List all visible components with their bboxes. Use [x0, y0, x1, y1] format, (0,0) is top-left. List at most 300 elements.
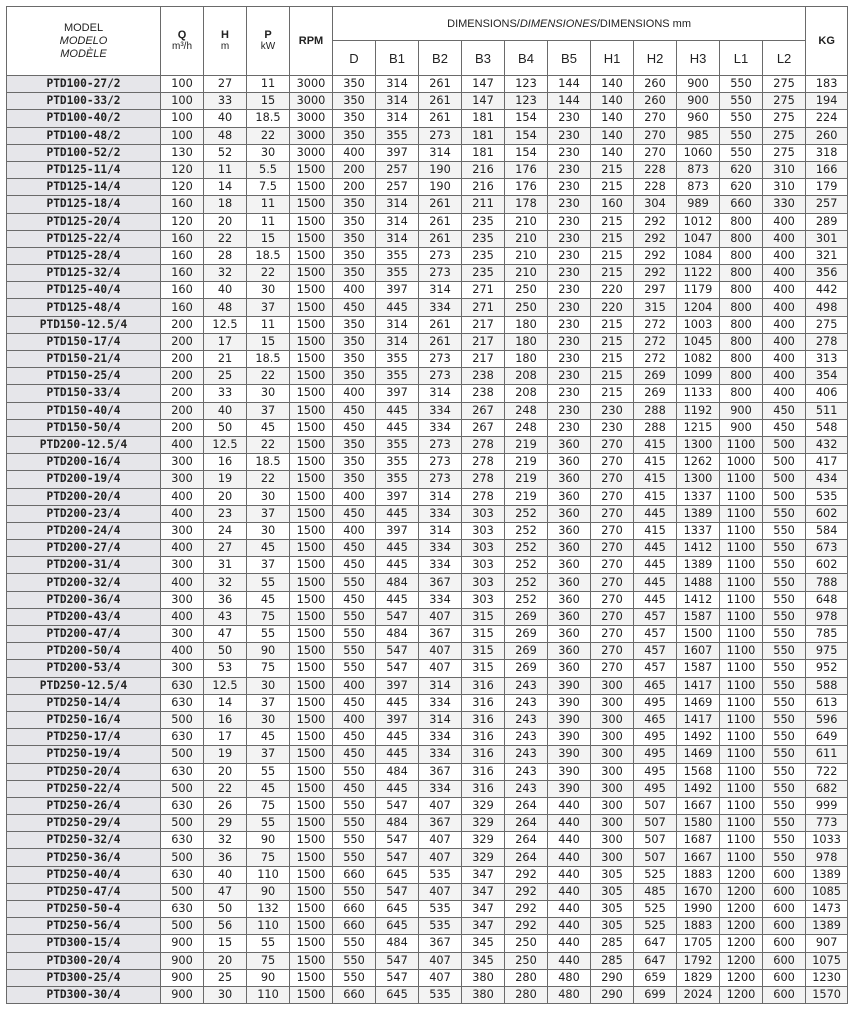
rpm-cell: 1500 [290, 711, 333, 728]
b1-cell: 547 [376, 832, 419, 849]
rpm-cell: 1500 [290, 969, 333, 986]
flow-cell: 630 [161, 763, 204, 780]
b5-cell: 360 [548, 557, 591, 574]
d-cell: 350 [333, 436, 376, 453]
b4-cell: 280 [505, 986, 548, 1003]
power-cell: 75 [247, 660, 290, 677]
b1-cell: 355 [376, 368, 419, 385]
model-header-fr: MODÈLE [60, 47, 107, 60]
h1-cell: 270 [591, 591, 634, 608]
flow-header-label: Q [177, 29, 187, 41]
weight-cell: 588 [806, 677, 848, 694]
rpm-cell: 1500 [290, 866, 333, 883]
d-cell: 350 [333, 110, 376, 127]
rpm-cell: 1500 [290, 196, 333, 213]
power-cell: 90 [247, 969, 290, 986]
head-cell: 56 [204, 918, 247, 935]
l2-cell: 550 [763, 557, 806, 574]
h1-cell: 215 [591, 230, 634, 247]
rpm-cell: 1500 [290, 454, 333, 471]
weight-cell: 511 [806, 402, 848, 419]
h2-cell: 228 [634, 161, 677, 178]
b5-cell: 440 [548, 797, 591, 814]
power-column-header [247, 7, 290, 76]
weight-cell: 648 [806, 591, 848, 608]
power-cell: 110 [247, 986, 290, 1003]
h3-cell: 1412 [677, 591, 720, 608]
b5-cell: 230 [548, 299, 591, 316]
l2-cell: 550 [763, 711, 806, 728]
rpm-cell: 1500 [290, 368, 333, 385]
b1-cell: 445 [376, 557, 419, 574]
power-cell: 30 [247, 522, 290, 539]
b4-cell: 292 [505, 918, 548, 935]
h1-cell: 140 [591, 110, 634, 127]
head-cell: 19 [204, 746, 247, 763]
flow-cell: 200 [161, 351, 204, 368]
l2-cell: 600 [763, 986, 806, 1003]
weight-cell: 301 [806, 230, 848, 247]
flow-cell: 160 [161, 265, 204, 282]
b5-cell: 360 [548, 454, 591, 471]
h3-cell: 960 [677, 110, 720, 127]
b5-cell: 230 [548, 247, 591, 264]
h1-cell: 270 [591, 436, 634, 453]
h1-cell: 270 [591, 608, 634, 625]
flow-cell: 500 [161, 815, 204, 832]
b2-cell: 273 [419, 127, 462, 144]
d-cell: 350 [333, 230, 376, 247]
b3-cell: 315 [462, 626, 505, 643]
h3-cell: 2024 [677, 986, 720, 1003]
dim-header-d: D [333, 41, 376, 76]
d-cell: 450 [333, 780, 376, 797]
model-cell: PTD200-23/4 [7, 505, 161, 522]
l1-cell: 800 [720, 385, 763, 402]
h1-cell: 300 [591, 677, 634, 694]
l2-cell: 600 [763, 901, 806, 918]
b1-cell: 257 [376, 179, 419, 196]
model-cell: PTD150-21/4 [7, 351, 161, 368]
rpm-cell: 1500 [290, 677, 333, 694]
b5-cell: 440 [548, 952, 591, 969]
b2-cell: 334 [419, 591, 462, 608]
b2-cell: 535 [419, 901, 462, 918]
l2-cell: 550 [763, 849, 806, 866]
h1-cell: 140 [591, 76, 634, 93]
b3-cell: 329 [462, 832, 505, 849]
h2-cell: 292 [634, 230, 677, 247]
h2-cell: 647 [634, 952, 677, 969]
l1-cell: 1000 [720, 454, 763, 471]
h2-cell: 260 [634, 93, 677, 110]
rpm-cell: 1500 [290, 694, 333, 711]
l2-cell: 400 [763, 282, 806, 299]
model-cell: PTD250-26/4 [7, 797, 161, 814]
table-row [7, 93, 848, 110]
b3-cell: 278 [462, 471, 505, 488]
weight-cell: 1085 [806, 883, 848, 900]
table-row [7, 161, 848, 178]
b4-cell: 210 [505, 213, 548, 230]
h3-cell: 1300 [677, 471, 720, 488]
h2-cell: 415 [634, 522, 677, 539]
b3-cell: 181 [462, 127, 505, 144]
h2-cell: 260 [634, 76, 677, 93]
model-cell: PTD150-17/4 [7, 333, 161, 350]
l1-cell: 1100 [720, 780, 763, 797]
h2-cell: 507 [634, 849, 677, 866]
h3-cell: 1060 [677, 144, 720, 161]
b1-cell: 484 [376, 815, 419, 832]
l2-cell: 600 [763, 935, 806, 952]
model-cell: PTD125-28/4 [7, 247, 161, 264]
b5-cell: 390 [548, 763, 591, 780]
l2-cell: 550 [763, 729, 806, 746]
l2-cell: 500 [763, 488, 806, 505]
h3-cell: 1883 [677, 918, 720, 935]
flow-cell: 200 [161, 402, 204, 419]
b4-cell: 248 [505, 402, 548, 419]
model-cell: PTD300-15/4 [7, 935, 161, 952]
h1-cell: 215 [591, 351, 634, 368]
table-row [7, 488, 848, 505]
weight-cell: 275 [806, 316, 848, 333]
flow-cell: 200 [161, 419, 204, 436]
power-cell: 55 [247, 626, 290, 643]
power-cell: 75 [247, 608, 290, 625]
d-cell: 550 [333, 660, 376, 677]
b3-cell: 303 [462, 574, 505, 591]
power-cell: 45 [247, 729, 290, 746]
b1-cell: 397 [376, 385, 419, 402]
b4-cell: 269 [505, 626, 548, 643]
h3-cell: 1587 [677, 660, 720, 677]
l2-cell: 400 [763, 385, 806, 402]
b5-cell: 390 [548, 694, 591, 711]
d-cell: 550 [333, 969, 376, 986]
b3-cell: 316 [462, 694, 505, 711]
d-cell: 350 [333, 454, 376, 471]
table-row [7, 591, 848, 608]
l2-cell: 400 [763, 213, 806, 230]
b3-cell: 303 [462, 505, 505, 522]
b3-cell: 316 [462, 763, 505, 780]
h1-cell: 230 [591, 402, 634, 419]
flow-cell: 630 [161, 694, 204, 711]
model-cell: PTD125-48/4 [7, 299, 161, 316]
head-cell: 32 [204, 265, 247, 282]
d-cell: 350 [333, 196, 376, 213]
b2-cell: 273 [419, 471, 462, 488]
table-row [7, 711, 848, 728]
b5-cell: 230 [548, 265, 591, 282]
h1-cell: 300 [591, 746, 634, 763]
h3-cell: 985 [677, 127, 720, 144]
weight-cell: 596 [806, 711, 848, 728]
b5-cell: 360 [548, 471, 591, 488]
power-cell: 11 [247, 316, 290, 333]
power-cell: 55 [247, 574, 290, 591]
model-cell: PTD250-47/4 [7, 883, 161, 900]
head-cell: 36 [204, 849, 247, 866]
rpm-cell: 1500 [290, 385, 333, 402]
dim-header-b3: B3 [462, 41, 505, 76]
d-cell: 350 [333, 213, 376, 230]
model-cell: PTD200-47/4 [7, 626, 161, 643]
d-cell: 400 [333, 522, 376, 539]
flow-cell: 400 [161, 540, 204, 557]
rpm-cell: 1500 [290, 626, 333, 643]
l1-cell: 620 [720, 161, 763, 178]
d-cell: 400 [333, 144, 376, 161]
h3-cell: 1587 [677, 608, 720, 625]
table-row [7, 797, 848, 814]
h1-cell: 270 [591, 540, 634, 557]
h2-cell: 272 [634, 316, 677, 333]
head-cell: 20 [204, 213, 247, 230]
b3-cell: 267 [462, 419, 505, 436]
d-cell: 450 [333, 729, 376, 746]
model-cell: PTD200-19/4 [7, 471, 161, 488]
l1-cell: 550 [720, 110, 763, 127]
b4-cell: 250 [505, 935, 548, 952]
b2-cell: 334 [419, 780, 462, 797]
h1-cell: 215 [591, 161, 634, 178]
l1-cell: 550 [720, 144, 763, 161]
weight-cell: 278 [806, 333, 848, 350]
h2-cell: 457 [634, 660, 677, 677]
l1-cell: 800 [720, 247, 763, 264]
b3-cell: 303 [462, 540, 505, 557]
l1-cell: 800 [720, 351, 763, 368]
h1-cell: 285 [591, 952, 634, 969]
b2-cell: 367 [419, 935, 462, 952]
model-cell: PTD200-36/4 [7, 591, 161, 608]
d-cell: 350 [333, 265, 376, 282]
b4-cell: 252 [505, 574, 548, 591]
b1-cell: 484 [376, 626, 419, 643]
b2-cell: 407 [419, 643, 462, 660]
h2-cell: 507 [634, 797, 677, 814]
rpm-cell: 1500 [290, 608, 333, 625]
h1-cell: 270 [591, 488, 634, 505]
power-cell: 22 [247, 436, 290, 453]
l1-cell: 1100 [720, 505, 763, 522]
h2-cell: 315 [634, 299, 677, 316]
model-cell: PTD125-18/4 [7, 196, 161, 213]
table-row [7, 213, 848, 230]
head-cell: 12.5 [204, 436, 247, 453]
table-row [7, 660, 848, 677]
table-row [7, 265, 848, 282]
l1-cell: 1100 [720, 540, 763, 557]
flow-cell: 630 [161, 729, 204, 746]
model-cell: PTD250-40/4 [7, 866, 161, 883]
flow-cell: 900 [161, 986, 204, 1003]
h3-cell: 1412 [677, 540, 720, 557]
b1-cell: 445 [376, 402, 419, 419]
weight-cell: 978 [806, 608, 848, 625]
flow-cell: 100 [161, 93, 204, 110]
b3-cell: 271 [462, 299, 505, 316]
l2-cell: 550 [763, 746, 806, 763]
head-cell: 27 [204, 76, 247, 93]
table-row [7, 76, 848, 93]
b4-cell: 250 [505, 282, 548, 299]
l2-cell: 550 [763, 694, 806, 711]
b2-cell: 273 [419, 351, 462, 368]
flow-cell: 160 [161, 247, 204, 264]
weight-cell: 224 [806, 110, 848, 127]
b4-cell: 210 [505, 265, 548, 282]
b5-cell: 480 [548, 969, 591, 986]
b2-cell: 407 [419, 832, 462, 849]
power-cell: 22 [247, 265, 290, 282]
power-cell: 7.5 [247, 179, 290, 196]
b5-cell: 230 [548, 419, 591, 436]
flow-cell: 630 [161, 901, 204, 918]
flow-cell: 300 [161, 660, 204, 677]
table-row [7, 402, 848, 419]
rpm-cell: 1500 [290, 247, 333, 264]
b4-cell: 176 [505, 179, 548, 196]
l1-cell: 1200 [720, 952, 763, 969]
model-cell: PTD250-20/4 [7, 763, 161, 780]
l1-cell: 1200 [720, 901, 763, 918]
d-cell: 350 [333, 247, 376, 264]
h3-cell: 900 [677, 76, 720, 93]
l1-cell: 1100 [720, 471, 763, 488]
b5-cell: 230 [548, 333, 591, 350]
power-cell: 37 [247, 746, 290, 763]
rpm-cell: 1500 [290, 643, 333, 660]
head-cell: 18 [204, 196, 247, 213]
d-cell: 450 [333, 746, 376, 763]
l1-cell: 800 [720, 333, 763, 350]
l1-cell: 1100 [720, 763, 763, 780]
h2-cell: 659 [634, 969, 677, 986]
l2-cell: 550 [763, 522, 806, 539]
rpm-cell: 1500 [290, 746, 333, 763]
h3-cell: 1262 [677, 454, 720, 471]
h1-cell: 270 [591, 626, 634, 643]
flow-cell: 100 [161, 110, 204, 127]
weight-cell: 1033 [806, 832, 848, 849]
l2-cell: 550 [763, 660, 806, 677]
rpm-cell: 1500 [290, 213, 333, 230]
table-row [7, 986, 848, 1003]
h3-cell: 1883 [677, 866, 720, 883]
model-cell: PTD150-25/4 [7, 368, 161, 385]
l1-cell: 620 [720, 179, 763, 196]
weight-cell: 602 [806, 505, 848, 522]
b3-cell: 217 [462, 333, 505, 350]
d-cell: 550 [333, 608, 376, 625]
b5-cell: 360 [548, 505, 591, 522]
head-cell: 53 [204, 660, 247, 677]
h3-cell: 873 [677, 179, 720, 196]
b5-cell: 440 [548, 918, 591, 935]
d-cell: 450 [333, 505, 376, 522]
b3-cell: 216 [462, 179, 505, 196]
head-column-header [204, 7, 247, 76]
b1-cell: 314 [376, 230, 419, 247]
power-cell: 90 [247, 643, 290, 660]
b2-cell: 273 [419, 436, 462, 453]
b2-cell: 334 [419, 540, 462, 557]
b2-cell: 314 [419, 282, 462, 299]
h1-cell: 300 [591, 711, 634, 728]
h1-cell: 290 [591, 969, 634, 986]
rpm-cell: 1500 [290, 282, 333, 299]
b2-cell: 261 [419, 333, 462, 350]
table-row [7, 935, 848, 952]
rpm-cell: 1500 [290, 351, 333, 368]
b1-cell: 257 [376, 161, 419, 178]
model-header-en: MODEL [63, 21, 104, 34]
d-cell: 450 [333, 299, 376, 316]
rpm-header-label: RPM [298, 35, 324, 47]
head-header-unit: m [220, 41, 230, 52]
b1-cell: 397 [376, 282, 419, 299]
power-cell: 22 [247, 471, 290, 488]
h3-cell: 1337 [677, 488, 720, 505]
b4-cell: 252 [505, 522, 548, 539]
b5-cell: 230 [548, 144, 591, 161]
b5-cell: 144 [548, 93, 591, 110]
rpm-cell: 1500 [290, 763, 333, 780]
b2-cell: 261 [419, 110, 462, 127]
b2-cell: 334 [419, 419, 462, 436]
h3-cell: 1492 [677, 780, 720, 797]
h3-cell: 1003 [677, 316, 720, 333]
b2-cell: 407 [419, 883, 462, 900]
h2-cell: 304 [634, 196, 677, 213]
b3-cell: 380 [462, 986, 505, 1003]
h3-cell: 1389 [677, 557, 720, 574]
weight-cell: 166 [806, 161, 848, 178]
rpm-cell: 3000 [290, 127, 333, 144]
b1-cell: 397 [376, 144, 419, 161]
flow-cell: 900 [161, 952, 204, 969]
weight-cell: 432 [806, 436, 848, 453]
b2-cell: 190 [419, 179, 462, 196]
b5-cell: 360 [548, 540, 591, 557]
l2-cell: 600 [763, 969, 806, 986]
b2-cell: 334 [419, 729, 462, 746]
flow-cell: 300 [161, 471, 204, 488]
power-cell: 30 [247, 385, 290, 402]
flow-cell: 630 [161, 677, 204, 694]
b4-cell: 178 [505, 196, 548, 213]
flow-cell: 630 [161, 866, 204, 883]
h3-cell: 1488 [677, 574, 720, 591]
weight-header-label: KG [818, 35, 835, 47]
h1-cell: 300 [591, 797, 634, 814]
b4-cell: 269 [505, 643, 548, 660]
l1-cell: 1100 [720, 677, 763, 694]
h3-cell: 1047 [677, 230, 720, 247]
b5-cell: 230 [548, 368, 591, 385]
h3-cell: 1792 [677, 952, 720, 969]
b4-cell: 264 [505, 832, 548, 849]
h2-cell: 415 [634, 488, 677, 505]
dimensions-title-italic: DIMENSIONES [519, 17, 597, 30]
b3-cell: 235 [462, 247, 505, 264]
weight-cell: 773 [806, 815, 848, 832]
l1-cell: 1100 [720, 557, 763, 574]
